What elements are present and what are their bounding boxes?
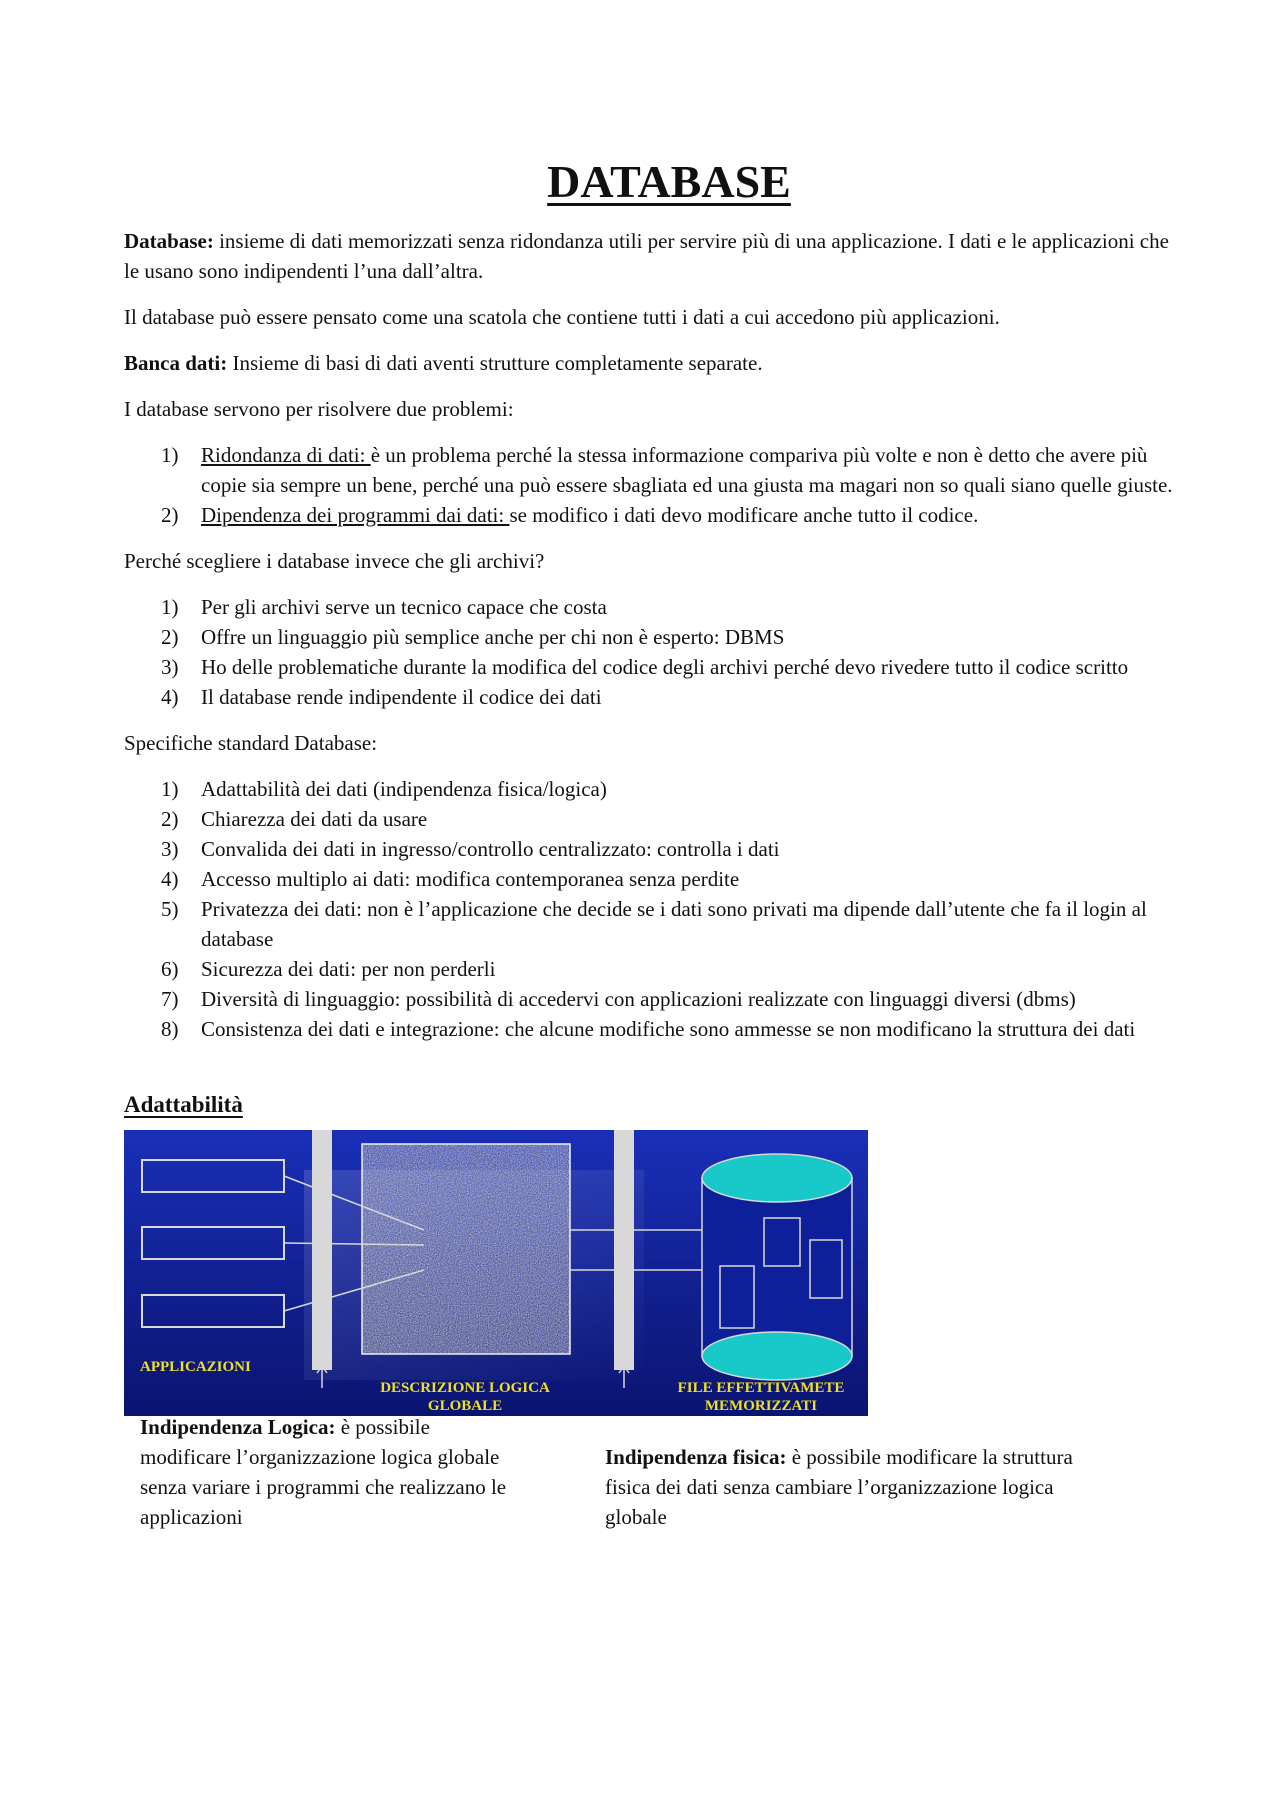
list-item [124, 834, 1174, 864]
list-item [124, 774, 1174, 804]
database-definition-text: insieme di dati memorizzati senza ridondanza utili per servire più di una applicazione. I dati e le applicazioni che le usano sono indipendenti l’una dall’altra. [124, 229, 1169, 283]
list-item [124, 592, 1174, 622]
list-number: 7) [161, 987, 179, 1011]
box-paragraph: Il database può essere pensato come una scatola che contiene tutti i dati a cui accedono più applicazioni. [124, 305, 1000, 329]
logical-independence-bar [312, 1130, 332, 1370]
list-text: Accesso multiplo ai dati: modifica contemporanea senza perdite [201, 867, 740, 891]
label-applicazioni: APPLICAZIONI [140, 1359, 251, 1375]
list-text: Chiarezza dei dati da usare [201, 807, 428, 831]
problem-text: è un problema perché la stessa informazione compariva più volte e non è detto che avere più copie sia sempre un bene, perché una può essere sbagliata ed una giusta ma magari non so quali siano quelle giuste. [201, 443, 1173, 497]
list-number: 2) [161, 807, 179, 831]
problem-term: Dipendenza dei programmi dai dati: [201, 503, 510, 527]
diagram-svg [124, 1130, 868, 1416]
list-number: 8) [161, 1017, 179, 1041]
list-text: Privatezza dei dati: non è l’applicazione che decide se i dati sono privati ma dipende dall’utente che fa il login al database [201, 897, 1147, 951]
list-text: Ho delle problematiche durante la modifica del codice degli archivi perché devo rivedere tutto il codice scritto [201, 655, 1129, 679]
list-item [124, 984, 1174, 1014]
list-text: Consistenza dei dati e integrazione: che alcune modifiche sono ammesse se non modificano la struttura dei dati [201, 1017, 1136, 1041]
section-title-adattabilita: Adattabilità [124, 1092, 243, 1117]
list-item [124, 622, 1174, 652]
problem-term: Ridondanza di dati: [201, 443, 371, 467]
database-cylinder [702, 1154, 852, 1380]
list-number: 2) [161, 625, 179, 649]
list-item [124, 500, 1174, 530]
page-title: DATABASE [547, 156, 791, 207]
list-item [124, 440, 1174, 500]
logical-independence-term: Indipendenza Logica: [140, 1415, 336, 1439]
label-globale: GLOBALE [427, 1398, 503, 1414]
list-number: 4) [161, 867, 179, 891]
list-number: 3) [161, 655, 179, 679]
list-text: Sicurezza dei dati: per non perderli [201, 957, 496, 981]
list-item [124, 682, 1174, 712]
list-text: Il database rende indipendente il codice dei dati [201, 685, 602, 709]
logical-independence-text: è possibile modificare l’organizzazione logica globale senza variare i programmi che realizzano le applicazioni [140, 1415, 507, 1529]
banca-dati-text: Insieme di basi di dati aventi strutture completamente separate. [227, 351, 763, 375]
banca-dati-definition [124, 348, 1174, 378]
list-text: Convalida dei dati in ingresso/controllo centralizzato: controlla i dati [201, 837, 780, 861]
physical-independence-caption [605, 1442, 1075, 1532]
logical-independence-caption [140, 1412, 510, 1532]
physical-independence-text: è possibile modificare la struttura fisica dei dati senza cambiare l’organizzazione logica globale [605, 1445, 1073, 1529]
list-number: 4) [161, 685, 179, 709]
label-file-effettivamente: FILE EFFETTIVAMETE [677, 1380, 845, 1396]
list-number: 2) [161, 503, 179, 527]
list-text: Offre un linguaggio più semplice anche per chi non è esperto: DBMS [201, 625, 785, 649]
list-item [124, 652, 1174, 682]
list-number: 1) [161, 595, 179, 619]
list-item [124, 1014, 1174, 1044]
list-number: 1) [161, 443, 179, 467]
list-text: Diversità di linguaggio: possibilità di accedervi con applicazioni realizzate con linguaggi diversi (dbms) [201, 987, 1076, 1011]
label-descrizione-logica: DESCRIZIONE LOGICA [380, 1380, 550, 1396]
specs-list [124, 774, 1174, 1044]
list-number: 6) [161, 957, 179, 981]
problems-list [124, 440, 1174, 530]
banca-dati-term: Banca dati: [124, 351, 228, 375]
list-item [124, 894, 1174, 954]
list-text: Per gli archivi serve un tecnico capace che costa [201, 595, 607, 619]
list-number: 3) [161, 837, 179, 861]
captions [124, 1416, 1174, 1576]
database-term: Database: [124, 229, 214, 253]
list-number: 1) [161, 777, 179, 801]
data-independence-diagram [124, 1130, 868, 1416]
label-memorizzati: MEMORIZZATI [704, 1398, 818, 1414]
list-number: 5) [161, 897, 179, 921]
why-intro: Perché scegliere i database invece che gli archivi? [124, 549, 545, 573]
document-page [124, 150, 1174, 1576]
why-list [124, 592, 1174, 712]
physical-independence-term: Indipendenza fisica: [605, 1445, 787, 1469]
list-item [124, 954, 1174, 984]
database-definition [124, 226, 1174, 286]
list-text: Adattabilità dei dati (indipendenza fisica/logica) [201, 777, 607, 801]
spec-intro: Specifiche standard Database: [124, 731, 378, 755]
list-item [124, 864, 1174, 894]
logical-description-box [362, 1144, 570, 1354]
physical-independence-bar [614, 1130, 634, 1370]
problem-text: se modifico i dati devo modificare anche tutto il codice. [509, 503, 979, 527]
list-item [124, 804, 1174, 834]
problems-intro: I database servono per risolvere due problemi: [124, 397, 514, 421]
